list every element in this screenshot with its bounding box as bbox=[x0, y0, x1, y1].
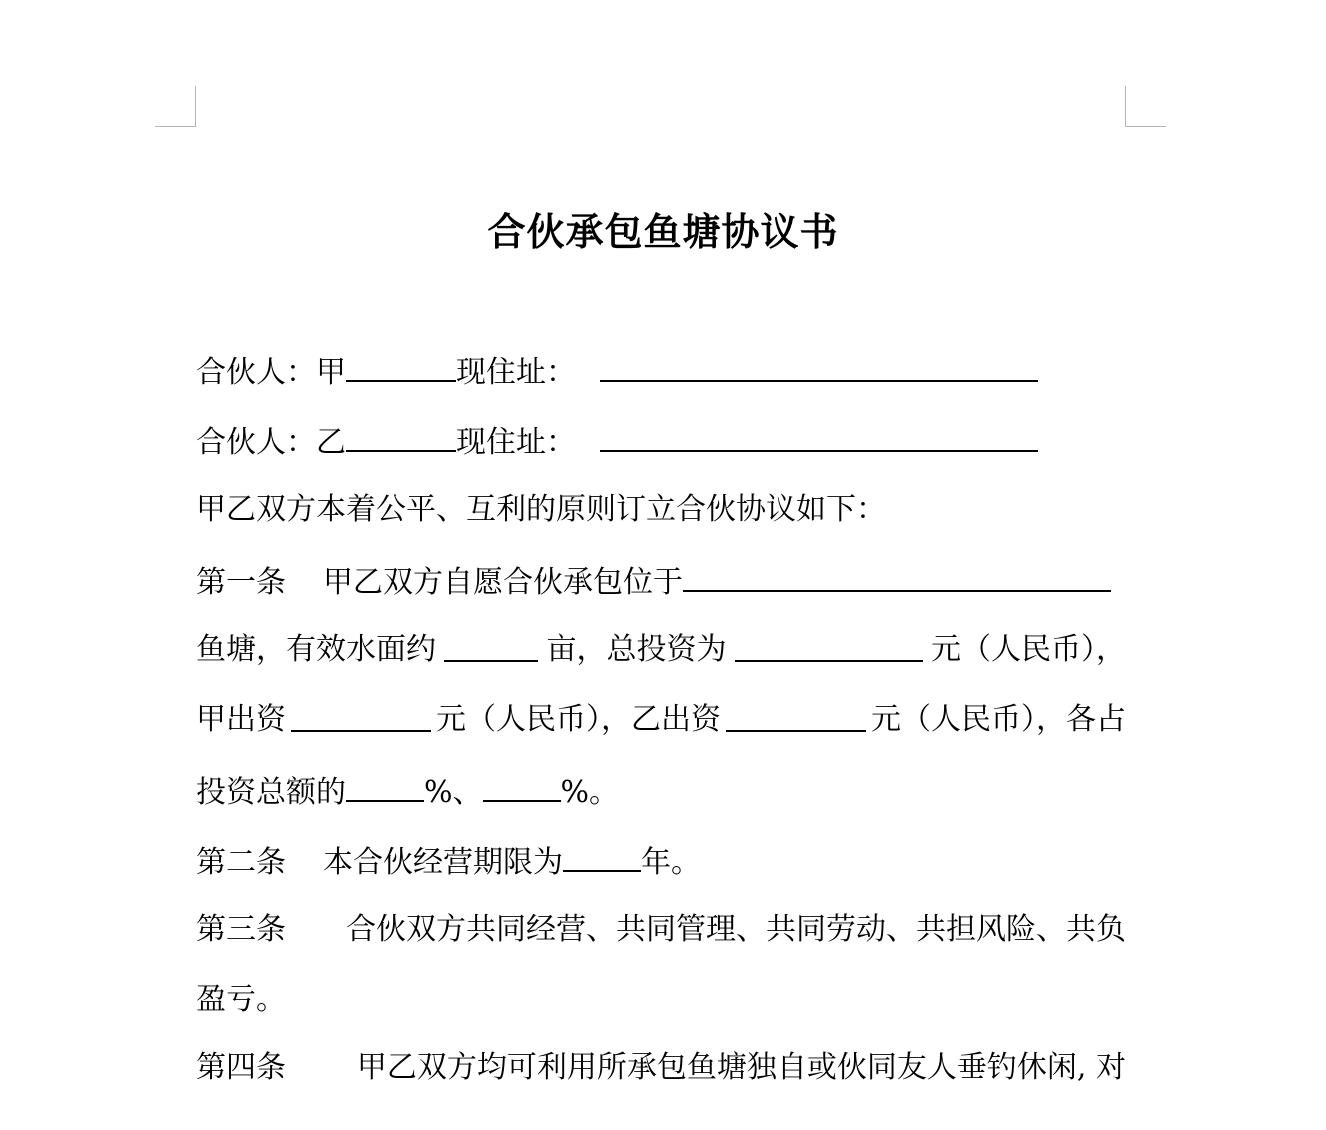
article-2-heading: 第二条 bbox=[196, 845, 286, 880]
article-2 bbox=[196, 840, 701, 883]
party-a-name-blank[interactable] bbox=[346, 350, 456, 382]
article-4-text-1: 甲乙双方均可利用所承包鱼塘独自或伙同友人垂钓休闲, 对 bbox=[356, 1050, 1126, 1085]
pond-location-blank[interactable] bbox=[683, 560, 1111, 592]
article-1-line-4 bbox=[196, 770, 619, 813]
party-a-address-label: 现住址： bbox=[456, 355, 576, 390]
party-b-share-blank[interactable] bbox=[483, 770, 561, 802]
article-1-line-1 bbox=[196, 560, 1111, 603]
article-4-heading: 第四条 bbox=[196, 1050, 286, 1085]
water-area-blank[interactable] bbox=[444, 630, 538, 662]
article-1-text-2a: 鱼塘，有效水面约 bbox=[196, 632, 436, 667]
article-3-line-1 bbox=[196, 910, 1126, 950]
party-b-investment-blank[interactable] bbox=[726, 700, 866, 732]
party-a-address-blank[interactable] bbox=[600, 350, 1038, 382]
article-1-text-3c: 元（人民币），各占 bbox=[871, 702, 1126, 737]
preamble: 甲乙双方本着公平、互利的原则订立合伙协议如下： bbox=[196, 492, 886, 527]
article-2-text-b: 年。 bbox=[641, 845, 701, 880]
term-years-blank[interactable] bbox=[563, 840, 641, 872]
party-b-label: 合伙人：乙 bbox=[196, 425, 346, 460]
party-b-line bbox=[196, 420, 1038, 463]
article-3-line-2: 盈亏。 bbox=[196, 982, 286, 1017]
total-investment-blank[interactable] bbox=[735, 630, 923, 662]
article-1-text-3b: 元（人民币），乙出资 bbox=[436, 702, 721, 737]
party-a-label: 合伙人：甲 bbox=[196, 355, 346, 390]
margin-corner-top-right bbox=[1125, 86, 1166, 127]
party-b-address-label: 现住址： bbox=[456, 425, 576, 460]
article-4-line-1 bbox=[196, 1048, 1126, 1088]
article-3-text-1: 合伙双方共同经营、共同管理、共同劳动、共担风险、共负 bbox=[346, 912, 1126, 947]
party-b-name-blank[interactable] bbox=[346, 420, 456, 452]
article-1-text-2b: 亩，总投资为 bbox=[546, 632, 727, 667]
margin-corner-top-left bbox=[155, 86, 196, 127]
article-1-text-4c: %。 bbox=[560, 775, 620, 810]
article-3-heading: 第三条 bbox=[196, 912, 286, 947]
article-1-text-1: 甲乙双方自愿合伙承包位于 bbox=[323, 565, 683, 600]
article-1-text-3a: 甲出资 bbox=[196, 702, 286, 737]
document-title: 合伙承包鱼塘协议书 bbox=[487, 209, 839, 254]
party-a-line bbox=[196, 350, 1038, 393]
article-2-text-a: 本合伙经营期限为 bbox=[323, 845, 563, 880]
article-1-line-2 bbox=[196, 630, 1126, 670]
article-1-text-4b: %、 bbox=[424, 775, 483, 810]
party-a-share-blank[interactable] bbox=[346, 770, 424, 802]
article-1-text-4a: 投资总额的 bbox=[196, 775, 346, 810]
article-1-heading: 第一条 bbox=[196, 565, 286, 600]
article-1-text-2c: 元（人民币）， bbox=[931, 632, 1126, 667]
party-a-investment-blank[interactable] bbox=[291, 700, 431, 732]
article-1-line-3 bbox=[196, 700, 1126, 740]
party-b-address-blank[interactable] bbox=[600, 420, 1038, 452]
